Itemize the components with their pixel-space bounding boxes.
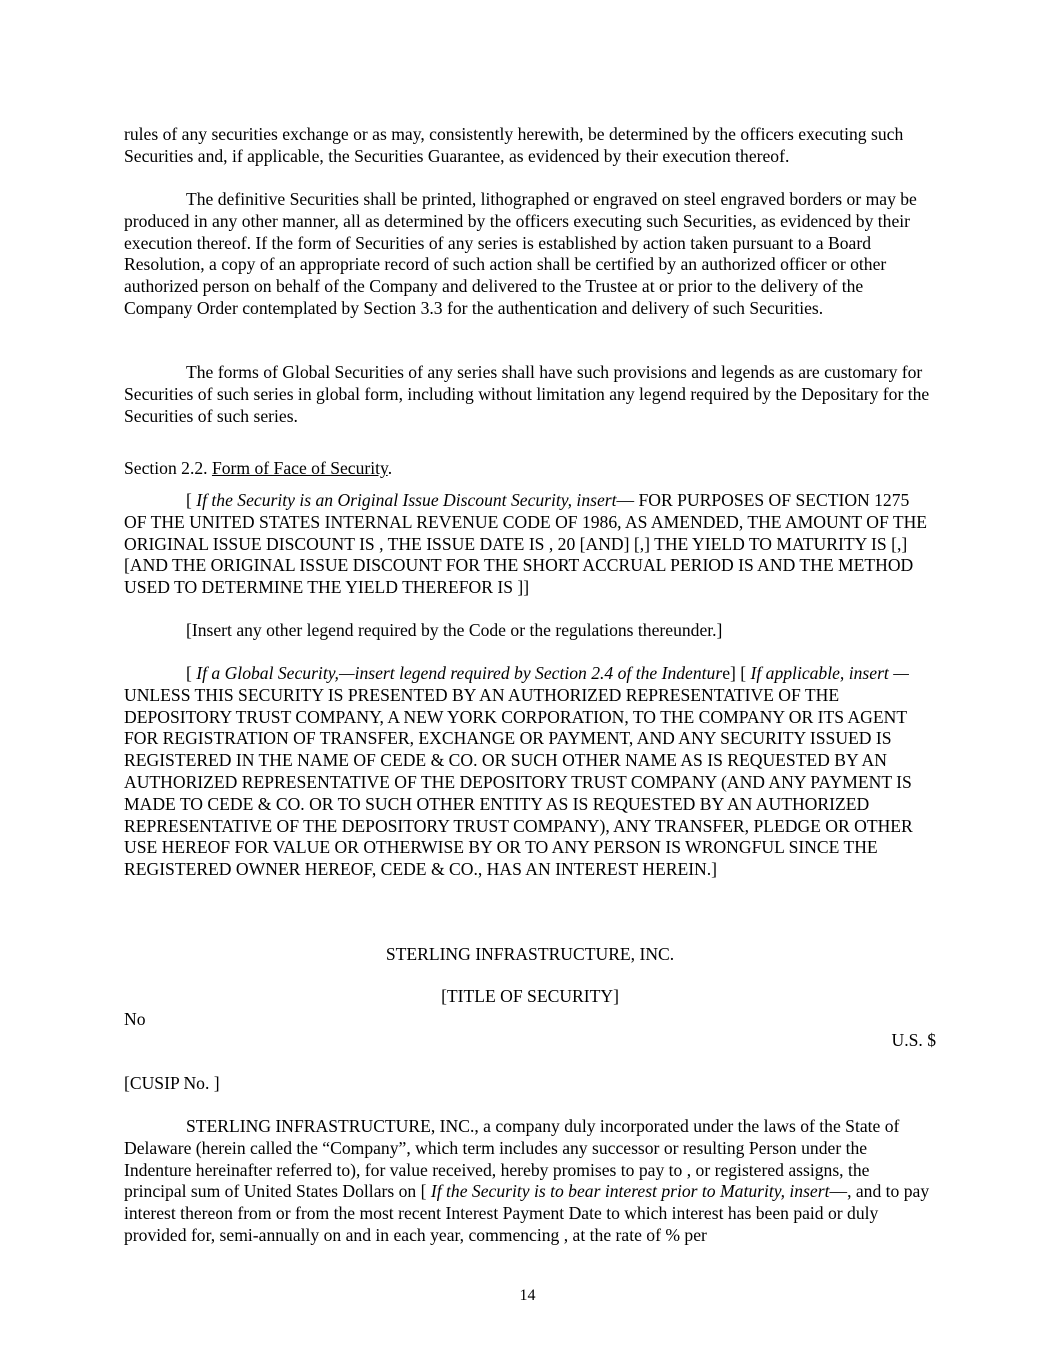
paragraph-rules: rules of any securities exchange or as may, consistently herewith, be determined by the officers executing such Securities and, if applicable, the Securities Guarantee, as evidenced by their execution thereof. — [124, 124, 904, 166]
oid-legend-text: — FOR PURPOSES OF SECTION 1275 OF THE UNITED STATES INTERNAL REVENUE CODE OF 1986, AS AMENDED, THE AMOUNT OF THE ORIGINAL ISSUE DISCOUNT IS , THE ISSUE DATE IS , 20 [AND] [,] THE YIELD TO MATURITY IS [,] [AND THE ORIGINAL ISSUE DISCOUNT FOR THE SHORT ACCRUAL PERIOD IS AND THE METHOD USED TO DETERMINE THE YIELD THEREFOR IS ]] — [124, 490, 928, 598]
promise-text-part-2: —, and to pay interest thereon from or from the most recent Interest Payment Date to which interest has been paid or duly provided for, semi-annually on and in each year, commencing , at the rate of % per — [124, 1181, 930, 1245]
global-legend-mid-bracket: e] [ — [722, 663, 751, 683]
section-title: Form of Face of Security — [211, 458, 388, 478]
paragraph-promise-to-pay — [124, 1116, 936, 1247]
oid-instruction: If the Security is an Original Issue Discount Security, insert — [196, 490, 617, 510]
paragraph-global-security-legend — [124, 663, 936, 881]
paragraph-global-securities-forms: The forms of Global Securities of any series shall have such provisions and legends as are customary for Securities of such series in global form, including without limitation any legend required by the Depositary for the Securities of such series. — [124, 362, 930, 426]
section-title-period: . — [387, 458, 393, 478]
global-legend-text: UNLESS THIS SECURITY IS PRESENTED BY AN AUTHORIZED REPRESENTATIVE OF THE DEPOSITORY TRUST COMPANY, A NEW YORK CORPORATION, TO THE COMPANY OR ITS AGENT FOR REGISTRATION OF TRANSFER, EXCHANGE OR PAYMENT, AND ANY SECURITY ISSUED IS REGISTERED IN THE NAME OF CEDE & CO. OR SUCH OTHER NAME AS IS REQUESTED BY AN AUTHORIZED REPRESENTATIVE OF THE DEPOSITORY TRUST COMPANY (AND ANY PAYMENT IS MADE TO CEDE & CO. OR TO SUCH OTHER ENTITY AS IS REQUESTED BY AN AUTHORIZED REPRESENTATIVE OF THE DEPOSITORY TRUST COMPANY), ANY TRANSFER, PLEDGE OR OTHER USE HEREOF FOR VALUE OR OTHERWISE BY OR TO ANY PERSON IS WRONGFUL SINCE THE REGISTERED OWNER HEREOF, CEDE & CO., HAS AN INTEREST HEREIN.] — [124, 684, 913, 880]
cusip-number-label: [CUSIP No. ] — [124, 1073, 220, 1093]
section-number: Section 2.2. — [124, 458, 212, 478]
paragraph-other-legend: [Insert any other legend required by the Code or the regulations thereunder.] — [186, 620, 723, 640]
company-name-heading: STERLING INFRASTRUCTURE, INC. — [385, 944, 675, 964]
security-number-label: No — [124, 1009, 146, 1029]
paragraph-oid-legend — [124, 490, 936, 599]
oid-open-bracket: [ — [186, 490, 197, 510]
global-legend-instruction: If a Global Security,—insert legend required by Section 2.4 of the Indentur — [196, 663, 723, 683]
page-number: 14 — [519, 1287, 536, 1304]
dollar-amount-label: U.S. $ — [891, 1030, 936, 1050]
section-heading — [124, 458, 936, 480]
global-legend-open-bracket: [ — [186, 663, 197, 683]
promise-interest-instruction: If the Security is to bear interest prior to Maturity, insert — [430, 1181, 830, 1202]
paragraph-definitive-securities: The definitive Securities shall be printed, lithographed or engraved on steel engraved borders or may be produced in any other manner, all as determined by the officers executing such Securities, as evidenced by their execution thereof. If the form of Securities of any series is established by action taken pursuant to a Board Resolution, a copy of an appropriate record of such action shall be certified by an authorized officer or other authorized person on behalf of the Company and delivered to the Trustee at or prior to the delivery of the Company Order contemplated by Section 3.3 for the authentication and delivery of such Securities. — [124, 189, 917, 318]
applicable-instruction: If applicable, insert — — [750, 663, 909, 683]
promise-text-part-1: STERLING INFRASTRUCTURE, INC., a company duly incorporated under the laws of the State of Delaware (herein called the “Company”, which term includes any successor or resulting Person under the Indenture hereinafter referred to), for value received, hereby promises to pay to , or registered assigns, the principal sum of United States Dollars on [ — [124, 1116, 900, 1202]
title-of-security: [TITLE OF SECURITY] — [441, 986, 619, 1006]
